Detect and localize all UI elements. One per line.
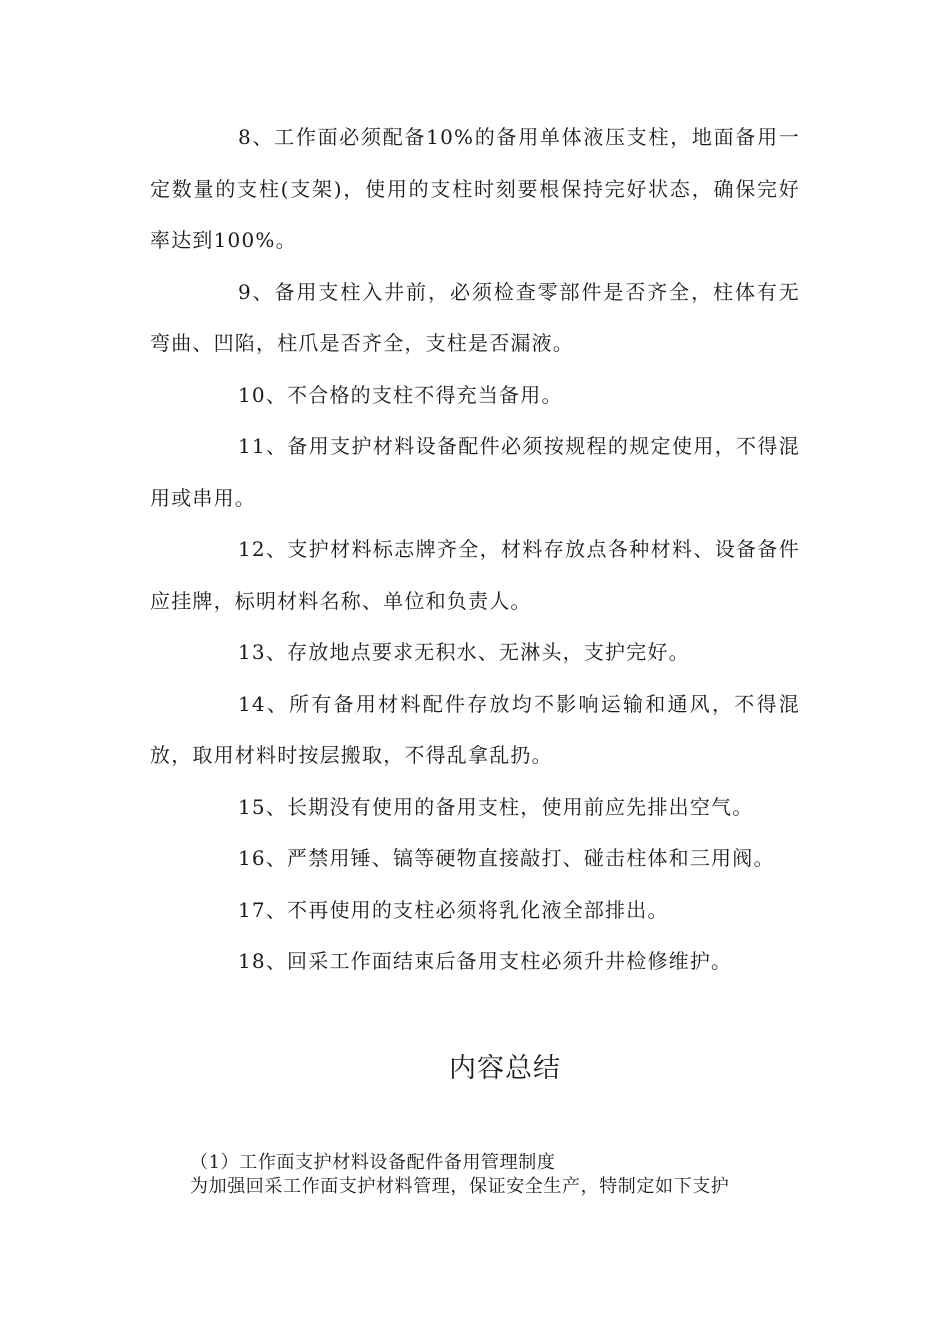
summary-heading: （1）工作面支护材料设备配件备用管理制度 [190,1152,556,1173]
summary-body: 为加强回采工作面支护材料管理，保证安全生产，特制定如下支护 [190,1176,730,1197]
rule-item-8: 8、工作面必须配备10%的备用单体液压支柱，地面备用一定数量的支柱(支架)，使用的支柱时刻要根保持完好状态，确保完好率达到100%。 [150,125,800,252]
rule-item-12: 12、支护材料标志牌齐全，材料存放点各种材料、设备备件应挂牌，标明材料名称、单位和负责人。 [150,537,800,613]
rule-item-18: 18、回采工作面结束后备用支柱必须升井检修维护。 [238,949,733,973]
rule-item-9: 9、备用支柱入井前，必须检查零部件是否齐全，柱体有无弯曲、凹陷，柱爪是否齐全，支柱是否漏液。 [150,279,800,355]
rule-item-11: 11、备用支护材料设备配件必须按规程的规定使用，不得混用或串用。 [150,434,800,510]
rule-item-13: 13、存放地点要求无积水、无淋头，支护完好。 [238,640,690,664]
rule-item-17: 17、不再使用的支柱必须将乳化液全部排出。 [238,897,669,922]
summary-title: 内容总结 [449,1053,561,1084]
rule-item-14: 14、所有备用材料配件存放均不影响运输和通风，不得混放，取用材料时按层搬取，不得乱拿乱扔。 [150,691,800,767]
rule-item-10: 10、不合格的支柱不得充当备用。 [238,382,563,407]
rule-item-15: 15、长期没有使用的备用支柱，使用前应先排出空气。 [238,794,754,819]
rule-item-16: 16、严禁用锤、镐等硬物直接敲打、碰击柱体和三用阀。 [238,846,775,870]
rules-list [150,112,800,988]
